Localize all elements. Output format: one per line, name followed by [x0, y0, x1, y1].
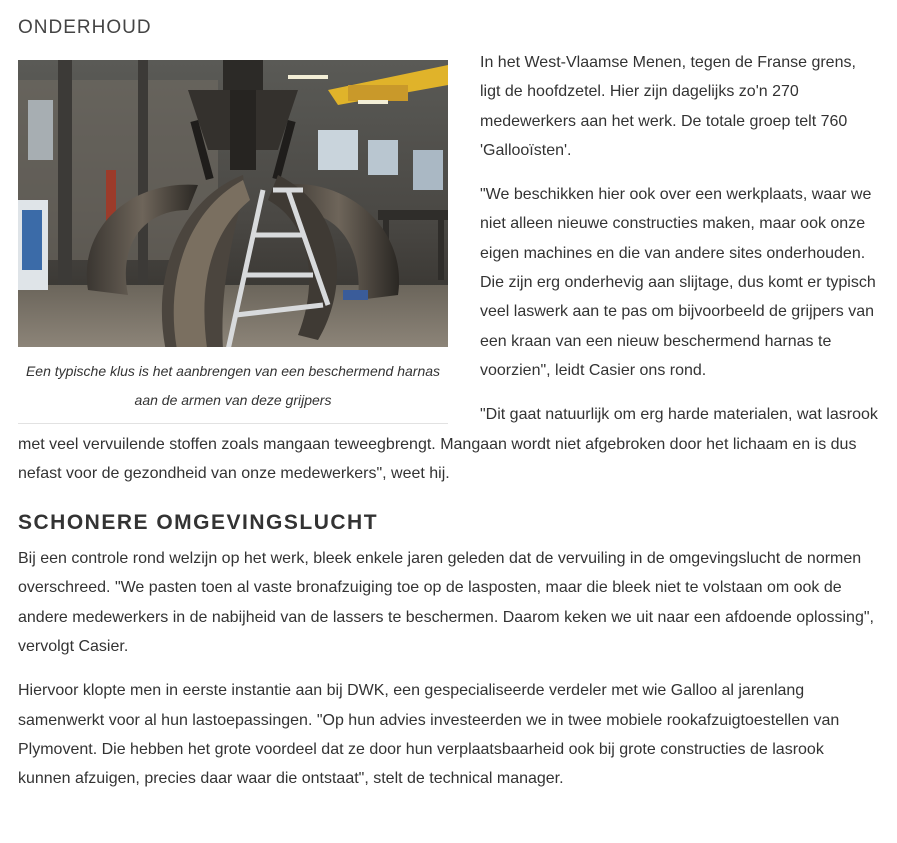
intro-block — [18, 39, 879, 503]
figure-caption: Een typische klus is het aanbrengen van een beschermend harnas aan de armen van deze grijpers — [25, 363, 441, 408]
subsection-title: SCHONERE OMGEVINGSLUCHT — [18, 511, 379, 535]
subsection-paragraph-1: Bij een controle rond welzijn op het werk, bleek enkele jaren geleden dat de vervuiling in de omgevingslucht de normen overschreed. "We pasten toen al vaste bronafzuiging toe op de lasposten, maar die bleek niet te volstaan om ook de andere medewerkers in de nabijheid van de lassers te beschermen. Daarom keken we uit naar een afdoende oplossing", vervolgt Casier. — [18, 550, 874, 656]
paragraph-3: "Dit gaat natuurlijk om erg harde materialen, wat lasrook met veel vervuilende stoffen zoals mangaan teweegbrengt. Mangaan wordt niet afgebroken door het lichaam en is dus nefast voor de gezondheid van onze medewerkers", weet hij. — [18, 406, 878, 482]
figure — [18, 60, 448, 424]
grijper-photo — [18, 60, 448, 347]
paragraph-1: In het West-Vlaamse Menen, tegen de Franse grens, ligt de hoofdzetel. Hier zijn dagelijks zo'n 270 medewerkers aan het werk. De totale groep telt 760 'Gallooïsten'. — [480, 54, 856, 159]
subsection-paragraph-2: Hiervoor klopte men in eerste instantie aan bij DWK, een gespecialiseerde verdeler met wie Galloo al jarenlang samenwerkt voor al hun lastoepassingen. "Op hun advies investeerden we in twee mobiele rookafzuigtoestellen van Plymovent. Die hebben het grote voordeel dat ze door hun verplaatsbaarheid ook bij grote constructies de lasrook kunnen afzuigen, precies daar waar die ontstaat", stelt de technical manager. — [18, 682, 840, 788]
section-title: ONDERHOUD — [18, 17, 152, 38]
paragraph-2: "We beschikken hier ook over een werkplaats, waar we niet alleen nieuwe constructies maken, maar ook onze eigen machines en die van andere sites onderhouden. Die zijn erg onderhevig aan slijtage, dus komt er typisch veel laswerk aan te pas om bijvoorbeeld de grijpers van een kraan van een nieuw beschermend harnas te voorzien", leidt Casier ons rond. — [480, 186, 876, 379]
